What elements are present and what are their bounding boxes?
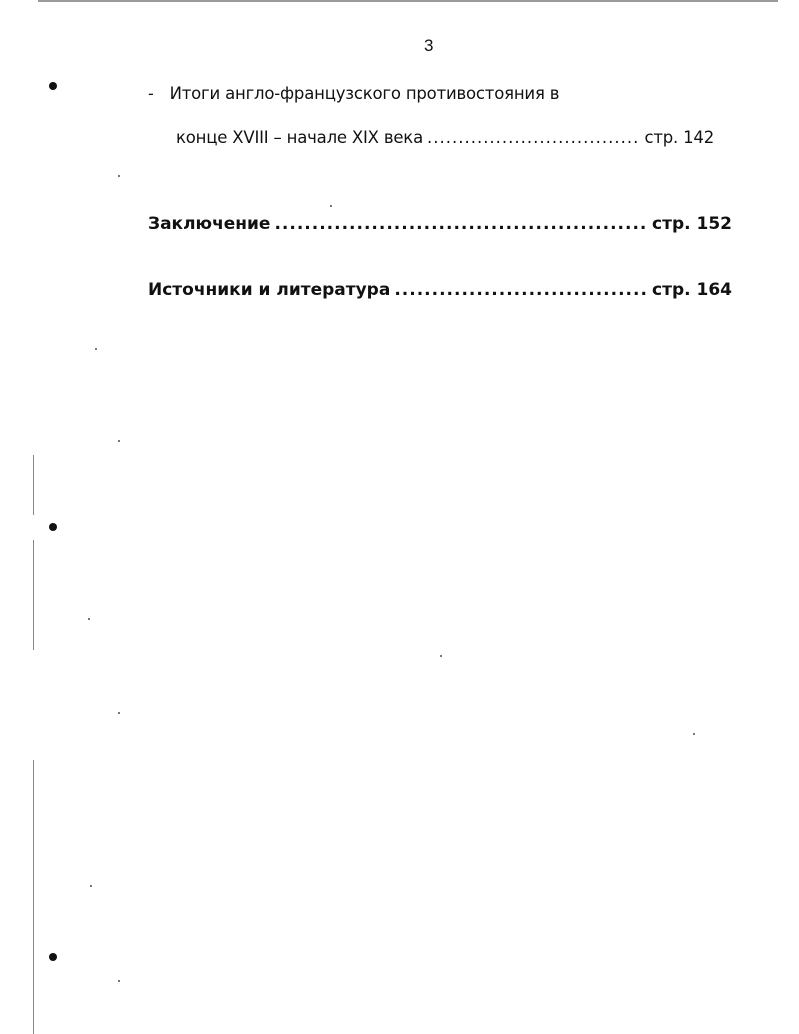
toc-item-3 [148, 280, 732, 300]
toc-bullet: - [148, 84, 154, 103]
scan-speck [118, 980, 120, 982]
toc-item-1-line-1 [148, 84, 559, 103]
toc-item-1-page: стр. 142 [644, 128, 714, 147]
scan-speck [90, 885, 92, 887]
scan-edge-mark [33, 540, 34, 650]
toc-leader-dots [274, 214, 648, 234]
toc-item-1-line-2 [176, 128, 714, 147]
toc-item-1-title-continued: конце XVIII – начале XIX века [176, 128, 423, 147]
toc-leader-dots [394, 280, 648, 300]
scan-speck [118, 440, 120, 442]
top-edge-line [38, 0, 778, 2]
toc-item-3-title: Источники и литература [148, 280, 391, 300]
scan-speck [330, 205, 332, 207]
scan-speck [440, 655, 442, 657]
scan-speck [693, 733, 695, 735]
scan-speck [88, 618, 90, 620]
toc-item-3-page: стр. 164 [652, 280, 732, 300]
toc-leader-dots [427, 128, 640, 147]
toc-item-2-page: стр. 152 [652, 214, 732, 234]
page-number: 3 [424, 36, 434, 55]
scan-speck [118, 712, 120, 714]
punch-hole-mark [49, 82, 57, 90]
scan-speck [118, 175, 120, 177]
scan-speck [95, 348, 97, 350]
toc-item-2-title: Заключение [148, 214, 271, 234]
scan-edge-mark [33, 760, 34, 1034]
toc-item-1-title: Итоги англо-французского противостояния в [169, 84, 560, 103]
scan-edge-mark [33, 455, 34, 515]
punch-hole-mark [49, 953, 57, 961]
toc-item-2 [148, 214, 732, 234]
punch-hole-mark [49, 523, 57, 531]
